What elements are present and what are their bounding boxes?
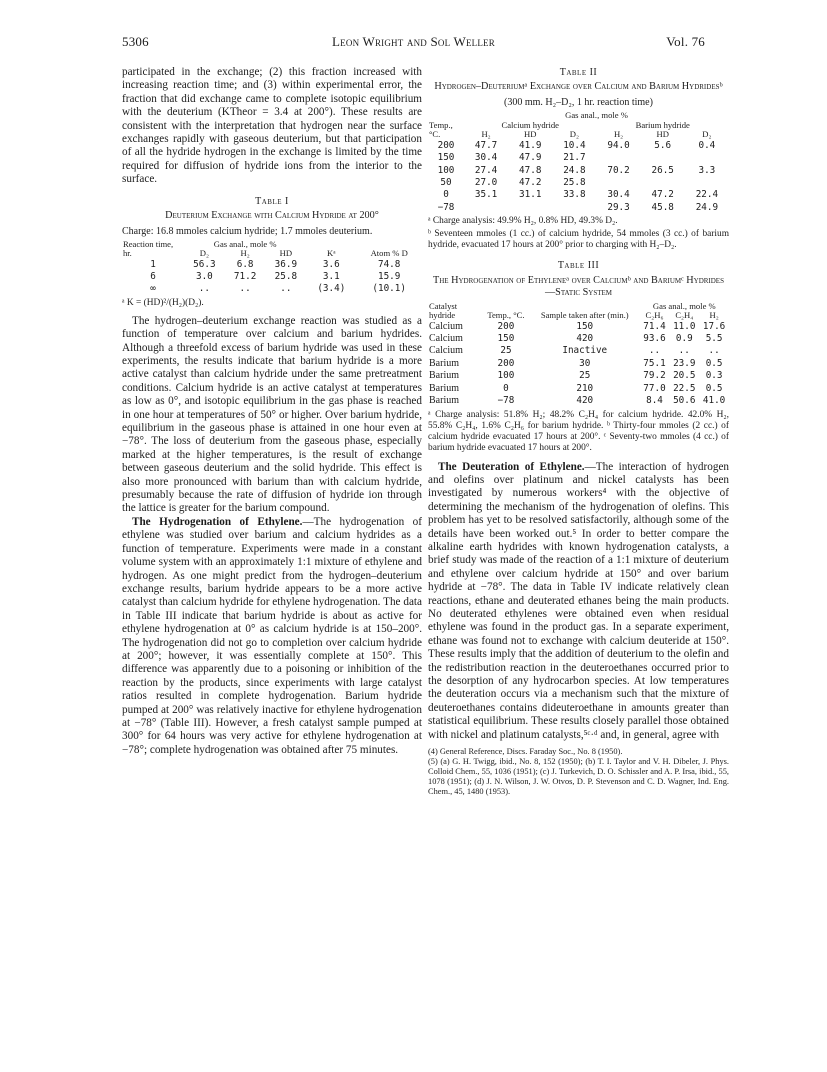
table-cell: 6.8 bbox=[236, 258, 254, 270]
table-2-head-hd: HD bbox=[524, 129, 537, 140]
table-cell: 100 bbox=[497, 370, 515, 382]
table-cell: 47.2 bbox=[519, 177, 542, 189]
table-cell: .. bbox=[198, 283, 210, 295]
table-cell: 210 bbox=[576, 382, 594, 394]
table-cell: 0.4 bbox=[698, 139, 716, 151]
table-row bbox=[428, 370, 729, 382]
table-cell: 22.4 bbox=[695, 189, 719, 201]
table-cell: −78 bbox=[437, 201, 455, 213]
table-cell: Barium bbox=[429, 395, 459, 407]
table-cell: 20.5 bbox=[673, 370, 696, 382]
table-cell: 77.0 bbox=[643, 382, 666, 394]
table-cell: 150 bbox=[497, 333, 515, 345]
table-cell: 3.0 bbox=[195, 270, 213, 282]
table-row bbox=[122, 271, 422, 283]
left-column bbox=[122, 66, 422, 757]
volume-label: Vol. 76 bbox=[666, 34, 705, 49]
table-cell: 25 bbox=[579, 370, 591, 382]
table-cell: 150 bbox=[437, 152, 455, 164]
table-2-head-temp: Temp., °C. bbox=[429, 119, 453, 140]
table-cell: 75.1 bbox=[643, 357, 666, 369]
table-1-label: Table I bbox=[255, 195, 289, 207]
table-cell bbox=[596, 152, 640, 164]
table-1-head-atom: Atom % D bbox=[370, 248, 408, 259]
table-row bbox=[428, 189, 729, 201]
table-cell: 45.8 bbox=[651, 201, 674, 213]
table-cell: 94.0 bbox=[607, 139, 630, 151]
reference-4: (4) General Reference, Discs. Faraday Soc., No. 8 (1950). bbox=[428, 747, 623, 757]
table-cell: 0.5 bbox=[705, 382, 723, 394]
table-3-head-sample: Sample taken after (min.) bbox=[540, 310, 629, 321]
table-cell bbox=[552, 202, 596, 214]
table-cell: 30.4 bbox=[474, 152, 498, 164]
table-cell: (3.4) bbox=[317, 283, 346, 295]
table-cell: 3.6 bbox=[322, 258, 340, 270]
table-cell: 10.4 bbox=[563, 139, 586, 151]
table-2-head-h2: H₂ bbox=[481, 129, 491, 140]
table-cell: 17.6 bbox=[702, 320, 726, 332]
table-cell: 93.6 bbox=[643, 333, 666, 345]
paragraph-continued: participated in the exchange; (2) this fraction increased with increasing reaction time; and (3) within experimental error, the fraction that did exchange came to complete isotopic equilibrium with the deuterium (KTheor = 3.4 at 200°). These results are consistent with the interpretation that hydrogen near the surface exchanges rapidly with gaseous deuterium, but that participation of all the hydride hydrogen in the exchange is limited by the time required for diffusion of hydride ions from the interior to the surface. bbox=[122, 66, 422, 186]
table-cell: 31.1 bbox=[519, 189, 542, 201]
table-cell: 22.5 bbox=[673, 382, 696, 394]
table-cell: 420 bbox=[576, 395, 594, 407]
table-1-footnote: ᵃ K = (HD)²/(H₂)(D₂). bbox=[122, 297, 204, 308]
table-cell: 79.2 bbox=[643, 370, 666, 382]
table-3-group-head: Gas anal., mole % bbox=[652, 300, 716, 311]
table-cell bbox=[641, 177, 685, 189]
table-cell: .. bbox=[648, 345, 661, 357]
table-cell: 56.3 bbox=[193, 258, 216, 270]
section-heading-deuteration: The Deuteration of Ethylene. bbox=[438, 460, 585, 473]
table-cell: 71.4 bbox=[643, 320, 666, 332]
table-cell: 0.5 bbox=[705, 357, 723, 369]
table-row bbox=[428, 358, 729, 370]
table-2-head-h2-ba: H₂ bbox=[613, 129, 624, 140]
table-2-group-head: Gas anal., mole % bbox=[565, 110, 628, 121]
table-cell: 5.5 bbox=[705, 333, 723, 345]
table-cell: .. bbox=[708, 345, 720, 357]
table-cell: 15.9 bbox=[377, 270, 401, 282]
table-cell: 21.7 bbox=[563, 152, 586, 164]
table-row bbox=[122, 283, 422, 295]
table-cell: 27.0 bbox=[474, 177, 498, 189]
table-cell bbox=[641, 152, 685, 164]
table-row bbox=[428, 321, 729, 333]
table-3-footnote: ᵃ Charge analysis: 51.8% H₂; 48.2% C₂H₄ for calcium hydride. 42.0% H₂, 55.8% C₂H₄, 1.6% C₂H₆ for barium hydride. ᵇ Thirty-four mmoles (2 cc.) of calcium hydride evacuated 17 hours at 200°. ᶜ Seventy-two mmoles (4 cc.) of barium hydride evacuated 17 hours at 200°. bbox=[428, 409, 729, 453]
table-3-head-c2h6: C₂H₆ bbox=[645, 310, 664, 321]
table-1-head-h2: H₂ bbox=[240, 248, 250, 259]
table-1-charge: Charge: 16.8 mmoles calcium hydride; 1.7 mmoles deuterium. bbox=[122, 225, 373, 237]
table-2-head-d2: D₂ bbox=[569, 129, 579, 140]
table-2-footnote-a: ᵃ Charge analysis: 49.9% H₂, 0.8% HD, 49.3% D₂. bbox=[428, 216, 618, 227]
table-3 bbox=[428, 302, 729, 408]
paragraph-exchange: The hydrogen–deuterium exchange reaction was studied as a function of temperature over calcium and barium hydrides. Although a threefold excess of barium hydride was used in these experiments, the results indicate that barium hydride is a more active catalyst than calcium hydride under the same pretreatment conditions. Calcium hydride is an active catalyst at temperatures as low as 0°, and isotopic equilibrium in the gas phase is reached in one hour at temperatures of 50° or higher. Over barium hydride, equilibrium in the gaseous phase is attained in one hour even at −78°. The loss of deuterium from the gaseous phase, especially marked at the higher temperatures, is the result of exchange between gaseous deuterium and the solid hydride. This effect is also more pronounced with barium than with calcium hydride, presumably because the rate of diffusion of hydride ion through the lattice is greater for the barium compound. bbox=[122, 314, 422, 515]
table-cell: 24.9 bbox=[695, 201, 719, 213]
table-row bbox=[122, 259, 422, 271]
table-cell: 150 bbox=[576, 320, 594, 332]
table-1-head-hd: HD bbox=[279, 248, 293, 259]
table-cell: Barium bbox=[429, 370, 459, 382]
page-number: 5306 bbox=[122, 34, 149, 49]
table-cell: 47.2 bbox=[651, 189, 674, 201]
table-row bbox=[428, 333, 729, 345]
table-cell: 35.1 bbox=[474, 189, 498, 201]
table-cell: 30 bbox=[579, 357, 591, 369]
table-2-head-d2-ba: D₂ bbox=[702, 129, 712, 140]
table-cell: 6 bbox=[150, 270, 156, 282]
section-heading-hydrogenation: The Hydrogenation of Ethylene. bbox=[132, 515, 303, 528]
table-cell: Calcium bbox=[429, 345, 463, 357]
table-row bbox=[428, 165, 729, 177]
table-cell: 25.8 bbox=[274, 270, 298, 282]
table-2-label: Table II bbox=[559, 67, 598, 78]
table-cell: 100 bbox=[437, 164, 455, 176]
table-cell: 1 bbox=[150, 258, 156, 270]
table-cell: 24.8 bbox=[563, 164, 586, 176]
table-cell: ∞ bbox=[150, 283, 156, 295]
table-3-head-catalyst: Catalyst hydride bbox=[429, 300, 458, 321]
table-cell: 5.6 bbox=[654, 139, 672, 151]
table-cell: 70.2 bbox=[607, 164, 630, 176]
table-cell: 41.0 bbox=[702, 395, 726, 407]
table-cell: .. bbox=[280, 283, 292, 295]
table-cell: 36.9 bbox=[274, 258, 298, 270]
table-row bbox=[428, 152, 729, 164]
table-cell: 0 bbox=[443, 189, 449, 201]
table-row bbox=[428, 345, 729, 357]
table-cell: Calcium bbox=[429, 320, 463, 332]
table-cell: 8.4 bbox=[646, 395, 663, 407]
table-cell: 27.4 bbox=[474, 164, 498, 176]
table-cell: 47.9 bbox=[519, 152, 542, 164]
reference-5: (5) (a) G. H. Twigg, ibid., No. 8, 152 (1950); (b) T. I. Taylor and V. H. Dibeler, J. Phys. Colloid Chem., 55, 1036 (1951); (c) J. Turkevich, D. O. Schissler and A. P. Irsa, ibid., 55, 1078 (1951); (d) J. N. Wilson, J. W. Otvos, D. P. Stevenson and C. D. Wagner, Ind. Eng. Chem., 45, 1480 (1953). bbox=[428, 757, 729, 797]
table-cell: 50 bbox=[440, 177, 452, 189]
table-2-head-hd-ba: HD bbox=[656, 129, 669, 140]
table-cell: 41.9 bbox=[519, 139, 542, 151]
table-cell: 200 bbox=[497, 320, 515, 332]
table-cell: 200 bbox=[497, 357, 515, 369]
table-row bbox=[428, 177, 729, 189]
table-cell: 0.3 bbox=[705, 370, 723, 382]
table-cell: 50.6 bbox=[673, 395, 696, 407]
table-cell: (10.1) bbox=[372, 283, 406, 295]
table-cell: 0.9 bbox=[675, 333, 693, 345]
table-cell: .. bbox=[678, 345, 690, 357]
table-3-head-temp: Temp., °C. bbox=[487, 310, 525, 321]
table-cell: Calcium bbox=[429, 333, 463, 345]
paragraph-deuteration bbox=[428, 461, 729, 743]
table-row bbox=[428, 140, 729, 152]
table-cell bbox=[596, 177, 640, 189]
table-row bbox=[428, 202, 729, 214]
table-cell: 71.2 bbox=[233, 270, 257, 282]
table-cell: 29.3 bbox=[607, 201, 630, 213]
table-cell: 30.4 bbox=[607, 189, 630, 201]
table-cell: 3.3 bbox=[698, 164, 716, 176]
table-cell bbox=[685, 177, 729, 189]
table-cell: 47.8 bbox=[519, 164, 542, 176]
table-cell: 33.8 bbox=[563, 189, 586, 201]
running-title: Leon Wright and Sol Weller bbox=[332, 34, 495, 49]
table-1-head-k: Kᵃ bbox=[327, 248, 336, 259]
paragraph-deuteration-text: —The interaction of hydrogen and olefins over platinum and nickel catalysts has been investigated by numerous workers⁴ with the objective of determining the mechanism of the hydrogenation of olefins. This problem has yet to be resolved satisfactorily, although some of the details have been worked out.⁵ In order to better compare the alkaline earth hydrides with known hydrogenation catalysts, a brief study was made of the reaction of a 1:1 mixture of deuterium and ethylene over calcium hydride at 150° and over barium hydride at −78°. The data in Table IV indicate relatively clean reactions, ethane and deuterated ethanes being the main products. No deuterated ethylenes were obtained even when residual ethylene was found in the product gas. In a separate experiment, ethane was found not to exchange with calcium deuteride at 150°. These results imply that the addition of deuterium to the olefin and the redistribution reaction in the deuteroethanes occurred prior to the desorption of any hydrocarbon species. At low temperatures the deuteration occurs via a mechanism such that the mixture of deuteroethanes contains dideuteroethane in amounts greater than statistical equilibrium. These results closely parallel those obtained with nickel and platinum catalysts,⁵ᶜ·ᵈ and, in general, agree with bbox=[428, 460, 729, 741]
table-1-head-d2: D₂ bbox=[199, 248, 209, 259]
table-3-label: Table III bbox=[557, 260, 600, 272]
paragraph-hydrogenation bbox=[122, 516, 422, 757]
table-cell: 74.8 bbox=[377, 258, 401, 270]
table-2-head-calcium: Calcium hydride bbox=[501, 119, 559, 130]
table-2-subtitle: (300 mm. H₂–D₂, 1 hr. reaction time) bbox=[504, 96, 653, 108]
table-cell: Barium bbox=[429, 357, 459, 369]
right-column bbox=[428, 66, 729, 797]
table-row bbox=[428, 383, 729, 395]
table-cell: 25.8 bbox=[563, 177, 586, 189]
table-cell bbox=[464, 202, 508, 214]
table-row bbox=[428, 395, 729, 407]
table-cell bbox=[685, 152, 729, 164]
paragraph-hydrogenation-text: —The hydrogenation of ethylene was studied over barium and calcium hydrides as a function of temperature. Experiments were made in a constant volume system with an approximately 1:1 mixture of ethylene and hydrogen. As one might predict from the hydrogen–deuterium exchange results, barium hydride appears to be a more active catalyst than calcium hydride for ethylene hydrogenation. The data in Table III indicate that barium hydride is about as active for ethylene hydrogenation at 0° as calcium hydride is at 150–200°. The hydrogenation did not go to completion over calcium hydride at 200°; however, it was essentially complete at 150°. This difference was apparently due to a poisoning or inhibition of the reaction by the products, since experiments with large catalyst ratios resulted in complete hydrogenation. Barium hydride pumped at 200° was relatively inactive for ethylene hydrogenation at −78° (Table III). However, a fresh catalyst sample pumped at 300° for 64 hours was very active for ethylene hydrogenation at −78°; complete hydrogenation was obtained after 75 minutes. bbox=[122, 515, 422, 756]
table-cell: 200 bbox=[437, 139, 455, 151]
table-cell: 3.1 bbox=[322, 270, 340, 282]
table-cell: 26.5 bbox=[651, 164, 674, 176]
table-cell: 47.7 bbox=[474, 139, 498, 151]
table-1-caption: Deuterium Exchange with Calcium Hydride at 200° bbox=[165, 210, 379, 222]
table-cell: −78 bbox=[497, 395, 515, 407]
table-cell: 420 bbox=[576, 333, 594, 345]
table-cell bbox=[508, 202, 552, 214]
table-1-head-time: Reaction time, hr. bbox=[123, 238, 174, 259]
table-cell: 25 bbox=[500, 345, 512, 357]
table-2 bbox=[428, 111, 729, 214]
references bbox=[428, 747, 729, 797]
table-cell: Inactive bbox=[562, 345, 608, 357]
table-1 bbox=[122, 240, 422, 296]
table-3-head-c2h4: C₂H₄ bbox=[675, 310, 694, 321]
table-2-footnote-b: ᵇ Seventeen mmoles (1 cc.) of calcium hydride, 54 mmoles (3 cc.) of barium hydride, evacuated 17 hours at 200° prior to charging with H₂–D₂. bbox=[428, 229, 729, 251]
table-2-caption: Hydrogen–Deuteriumᵃ Exchange over Calcium and Barium Hydridesᵇ bbox=[434, 81, 723, 93]
table-2-head-barium: Barium hydride bbox=[635, 119, 690, 130]
table-3-caption: The Hydrogenation of Ethyleneᵃ over Calciumᵇ and Bariumᶜ Hydrides—Static System bbox=[433, 274, 724, 299]
table-3-head-h2: H₂ bbox=[709, 310, 719, 321]
table-cell: 11.0 bbox=[673, 320, 696, 332]
table-cell: 23.9 bbox=[673, 357, 696, 369]
table-cell: 0 bbox=[503, 382, 509, 394]
table-1-group-head: Gas anal., mole % bbox=[213, 238, 277, 249]
table-cell: .. bbox=[239, 283, 251, 295]
table-cell: Barium bbox=[429, 382, 459, 394]
